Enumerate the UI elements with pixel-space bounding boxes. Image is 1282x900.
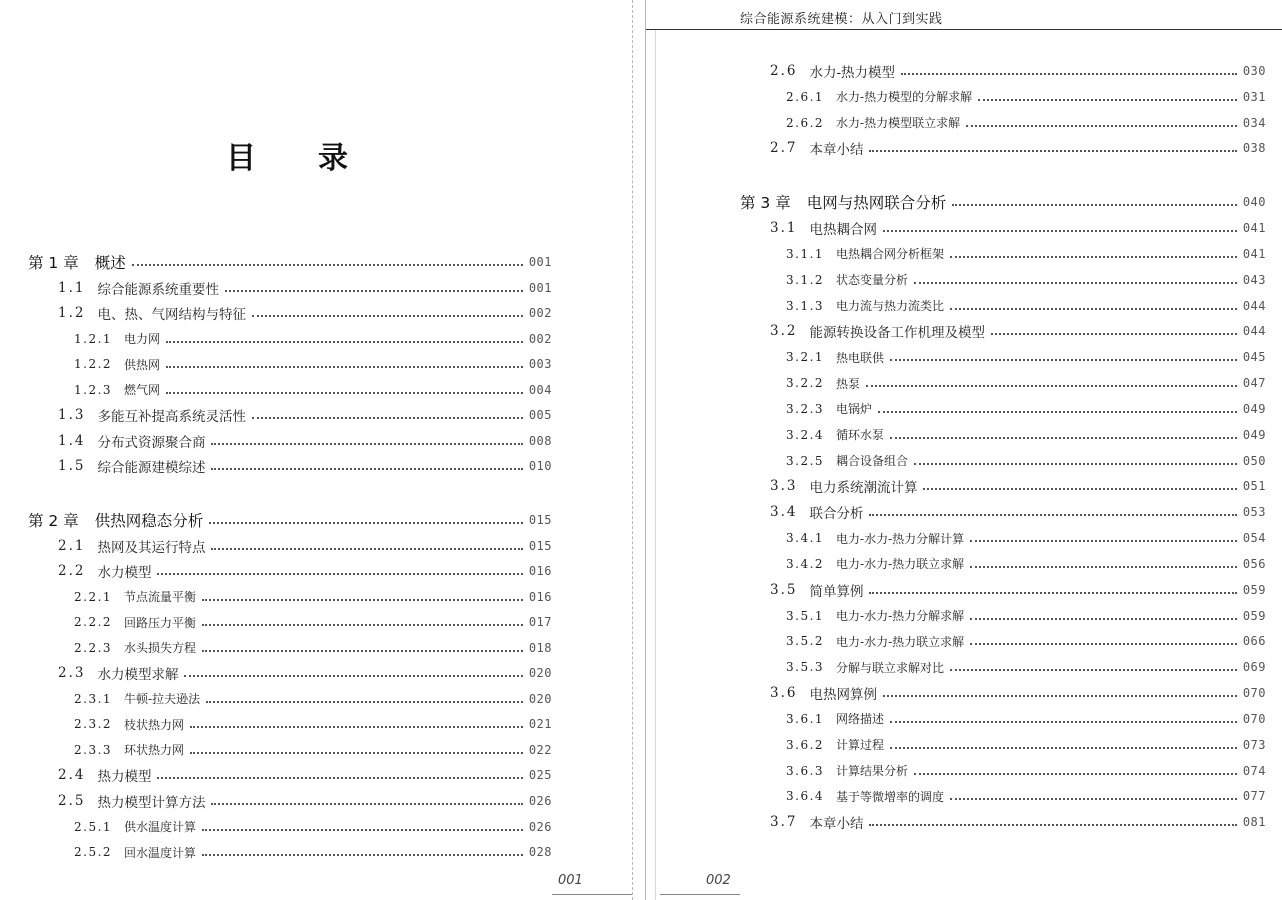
- toc-leader-dots: [966, 125, 1237, 127]
- toc-entry-page: 049: [1242, 401, 1266, 416]
- toc-entry-number: 2.6.1: [786, 89, 825, 104]
- toc-entry-number: 2.4: [58, 767, 86, 784]
- toc-entry-sub[interactable]: [74, 688, 552, 710]
- toc-entry-section[interactable]: [770, 217, 1266, 239]
- toc-leader-dots: [914, 463, 1237, 465]
- toc-entry-page: 047: [1242, 376, 1266, 391]
- toc-leader-dots: [202, 624, 523, 626]
- toc-entry-title: 电热耦合网分析框架: [836, 247, 945, 262]
- toc-leader-dots: [869, 824, 1236, 826]
- toc-leader-dots: [202, 599, 523, 601]
- folio-rule-right: [660, 894, 740, 895]
- toc-entry-title: 电力-水力-热力联立求解: [836, 634, 965, 649]
- toc-entry-sub[interactable]: [74, 841, 552, 863]
- toc-entry-page: 044: [1242, 324, 1266, 339]
- toc-entry-number: 2.3.1: [74, 691, 113, 706]
- toc-entry-section[interactable]: [770, 811, 1266, 833]
- toc-leader-dots: [166, 341, 523, 343]
- toc-leader-dots: [970, 540, 1237, 542]
- toc-entry-number: 2.2: [58, 563, 86, 580]
- toc-leader-dots: [883, 695, 1237, 697]
- toc-leader-dots: [923, 488, 1236, 490]
- toc-leader-dots: [890, 721, 1237, 723]
- toc-entry-page: 018: [528, 640, 552, 655]
- toc-entry-section[interactable]: [58, 560, 552, 582]
- toc-entry-page: 056: [1242, 556, 1266, 571]
- toc-entry-page: 041: [1242, 221, 1266, 236]
- toc-entry-page: 016: [528, 589, 552, 604]
- toc-entry-number: 第 3 章: [740, 194, 791, 213]
- toc-entry-title: 水力-热力模型: [809, 65, 896, 81]
- toc-entry-page: 069: [1242, 660, 1266, 675]
- toc-entry-number: 3.6.1: [786, 711, 825, 726]
- toc-entry-page: 004: [528, 382, 552, 397]
- toc-entry-page: 081: [1242, 815, 1266, 830]
- toc-entry-page: 051: [1242, 479, 1266, 494]
- toc-leader-dots: [157, 777, 522, 779]
- toc-entry-page: 038: [1242, 141, 1266, 156]
- toc-entry-page: 073: [1242, 737, 1266, 752]
- toc-entry-number: 1.2.1: [74, 331, 113, 346]
- toc-entry-number: 3.2.4: [786, 427, 825, 442]
- toc-entry-page: 031: [1242, 89, 1266, 104]
- toc-leader-dots: [206, 701, 523, 703]
- toc-leader-dots: [970, 566, 1237, 568]
- toc-entry-number: 1.2: [58, 305, 86, 322]
- toc-entry-page: 043: [1242, 272, 1266, 287]
- toc-entry-title: 循环水泵: [836, 428, 885, 443]
- toc-entry-page: 021: [528, 717, 552, 732]
- toc-entry-section[interactable]: [58, 790, 552, 812]
- toc-entry-page: 026: [528, 819, 552, 834]
- toc-entry-section[interactable]: [58, 302, 552, 324]
- toc-leader-dots: [978, 99, 1237, 101]
- toc-leader-dots: [869, 592, 1236, 594]
- right-page: [646, 0, 1282, 900]
- toc-entry-title: 计算过程: [836, 738, 885, 753]
- toc-entry-section[interactable]: [58, 277, 552, 299]
- toc-entry-title: 燃气网: [124, 383, 161, 398]
- toc-entry-sub[interactable]: [786, 424, 1266, 446]
- toc-entry-sub[interactable]: [786, 269, 1266, 291]
- toc-entry-title: 热网及其运行特点: [97, 539, 206, 556]
- toc-entry-title: 基于等微增率的调度: [836, 789, 945, 804]
- toc-entry-sub[interactable]: [786, 656, 1266, 678]
- toc-entry-section[interactable]: [770, 475, 1266, 497]
- toc-entry-title: 电、热、气网结构与特征: [97, 307, 246, 324]
- toc-entry-number: 3.2.1: [786, 350, 825, 365]
- toc-entry-sub[interactable]: [786, 553, 1266, 575]
- toc-entry-section[interactable]: [58, 455, 552, 477]
- toc-title: 目录: [226, 141, 410, 176]
- toc-entry-number: 3.5.2: [786, 634, 825, 649]
- toc-entry-page: 059: [1242, 582, 1266, 597]
- toc-entry-section[interactable]: [770, 682, 1266, 704]
- toc-entry-sub[interactable]: [74, 713, 552, 735]
- toc-entry-title: 电锅炉: [836, 402, 873, 417]
- toc-entry-number: 1.4: [58, 432, 86, 449]
- toc-entry-page: 074: [1242, 763, 1266, 778]
- toc-entry-page: 001: [528, 255, 552, 269]
- toc-entry-title: 牛顿-拉夫逊法: [124, 692, 201, 707]
- toc-entry-title: 热力模型计算方法: [97, 795, 206, 811]
- toc-entry-sub[interactable]: [786, 734, 1266, 756]
- toc-entry-number: 2.3.3: [74, 742, 113, 757]
- toc-leader-dots: [184, 675, 522, 677]
- toc-entry-title: 回路压力平衡: [124, 615, 197, 630]
- toc-entry-page: 053: [1242, 505, 1266, 520]
- toc-entry-page: 044: [1242, 298, 1266, 313]
- toc-entry-title: 分布式资源聚合商: [97, 434, 206, 451]
- toc-leader-dots: [950, 798, 1237, 800]
- toc-entry-sub[interactable]: [786, 785, 1266, 807]
- toc-leader-dots: [991, 333, 1237, 335]
- toc-entry-sub[interactable]: [74, 739, 552, 761]
- toc-leader-dots: [952, 204, 1237, 206]
- toc-leader-dots: [950, 308, 1237, 310]
- toc-leader-dots: [866, 385, 1237, 387]
- toc-entry-page: 034: [1242, 115, 1266, 130]
- toc-entry-title: 电力流与热力流类比: [836, 299, 945, 314]
- folio-right: 002: [706, 873, 731, 888]
- toc-entry-page: 054: [1242, 531, 1266, 546]
- toc-entry-chapter[interactable]: [28, 251, 552, 273]
- toc-entry-title: 供水温度计算: [124, 820, 197, 835]
- toc-entry-title: 能源转换设备工作机理及模型: [809, 325, 985, 342]
- folio-left: 001: [558, 873, 583, 888]
- toc-entry-sub[interactable]: [74, 586, 552, 608]
- toc-entry-number: 3.1.2: [786, 272, 825, 287]
- toc-entry-title: 电力-水力-热力联立求解: [836, 557, 965, 572]
- toc-entry-page: 066: [1242, 634, 1266, 649]
- toc-entry-title: 电力系统潮流计算: [809, 480, 918, 497]
- toc-leader-dots: [166, 392, 523, 394]
- toc-entry-title: 水力模型: [97, 565, 152, 582]
- toc-entry-number: 3.6.4: [786, 789, 825, 804]
- toc-entry-page: 050: [1242, 453, 1266, 468]
- toc-leader-dots: [890, 437, 1237, 439]
- toc-entry-title: 网络描述: [836, 712, 885, 727]
- toc-leader-dots: [869, 150, 1236, 152]
- toc-entry-title: 电力网: [124, 332, 161, 347]
- toc-leader-dots: [878, 411, 1237, 413]
- left-page: [0, 0, 632, 900]
- toc-entry-section[interactable]: [58, 404, 552, 426]
- toc-leader-dots: [914, 773, 1237, 775]
- toc-leader-dots: [901, 73, 1237, 75]
- toc-entry-title: 概述: [94, 254, 126, 272]
- toc-entry-number: 3.1.1: [786, 246, 825, 261]
- toc-entry-number: 3.5.3: [786, 660, 825, 675]
- toc-entry-number: 2.2.1: [74, 589, 113, 604]
- toc-entry-section[interactable]: [770, 320, 1266, 342]
- toc-entry-sub[interactable]: [786, 346, 1266, 368]
- toc-entry-page: 040: [1242, 195, 1266, 210]
- toc-entry-number: 3.2.2: [786, 376, 825, 391]
- toc-leader-dots: [166, 366, 523, 368]
- toc-entry-number: 3.4: [770, 504, 798, 521]
- toc-entry-number: 3.7: [770, 814, 798, 831]
- toc-leader-dots: [190, 726, 523, 728]
- toc-entry-title: 供热网: [124, 357, 161, 372]
- toc-entry-number: 3.3: [770, 478, 798, 495]
- toc-leader-dots: [950, 669, 1237, 671]
- toc-entry-title: 水头损失方程: [124, 641, 197, 656]
- toc-entry-page: 026: [528, 794, 552, 808]
- toc-entry-title: 多能互补提高系统灵活性: [97, 409, 246, 426]
- toc-leader-dots: [890, 359, 1237, 361]
- toc-entry-sub[interactable]: [74, 611, 552, 633]
- toc-entry-page: 001: [528, 280, 552, 295]
- toc-entry-section[interactable]: [770, 501, 1266, 523]
- toc-leader-dots: [211, 443, 522, 445]
- toc-entry-number: 2.3.2: [74, 717, 113, 732]
- toc-leader-dots: [211, 548, 522, 550]
- toc-entry-page: 002: [528, 331, 552, 346]
- toc-entry-page: 002: [528, 306, 552, 321]
- toc-entry-number: 2.6: [770, 63, 798, 79]
- toc-entry-number: 2.3: [58, 665, 86, 682]
- toc-entry-section[interactable]: [58, 764, 552, 786]
- toc-entry-page: 059: [1242, 608, 1266, 623]
- toc-entry-number: 1.3: [58, 407, 86, 424]
- toc-entry-title: 状态变量分析: [836, 273, 909, 288]
- toc-entry-sub[interactable]: [786, 605, 1266, 627]
- toc-entry-title: 简单算例: [809, 583, 864, 600]
- toc-entry-section[interactable]: [770, 60, 1266, 82]
- toc-entry-title: 水力-热力模型的分解求解: [836, 90, 973, 105]
- toc-leader-dots: [211, 803, 522, 805]
- toc-entry-title: 综合能源建模综述: [97, 460, 206, 477]
- toc-entry-number: 3.5: [770, 581, 798, 598]
- toc-entry-title: 热力模型: [97, 769, 152, 786]
- toc-entry-page: 030: [1242, 64, 1266, 78]
- toc-entry-title: 电力-水力-热力分解求解: [836, 609, 965, 624]
- toc-leader-dots: [890, 747, 1237, 749]
- toc-entry-page: 003: [528, 357, 552, 372]
- toc-entry-sub[interactable]: [786, 372, 1266, 394]
- running-head: 综合能源系统建模：从入门到实践: [740, 12, 943, 27]
- toc-entry-section[interactable]: [770, 579, 1266, 601]
- toc-leader-dots: [225, 290, 523, 292]
- toc-entry-number: 2.6.2: [786, 115, 825, 130]
- toc-entry-page: 020: [528, 691, 552, 706]
- toc-entry-sub[interactable]: [74, 353, 552, 375]
- toc-entry-number: 2.2.2: [74, 615, 113, 630]
- toc-leader-dots: [157, 573, 522, 575]
- toc-entry-page: 025: [528, 768, 552, 783]
- toc-leader-dots: [190, 752, 523, 754]
- toc-entry-page: 016: [528, 564, 552, 579]
- toc-leader-dots: [883, 230, 1237, 232]
- toc-entry-sub[interactable]: [74, 328, 552, 350]
- toc-entry-number: 3.2.5: [786, 453, 825, 468]
- toc-entry-section[interactable]: [58, 535, 552, 557]
- toc-entry-number: 2.7: [770, 140, 798, 157]
- toc-entry-number: 3.5.1: [786, 608, 825, 623]
- toc-entry-title: 分解与联立求解对比: [836, 660, 945, 675]
- toc-entry-page: 041: [1242, 246, 1266, 261]
- toc-entry-page: 020: [528, 666, 552, 681]
- toc-entry-title: 热电联供: [836, 350, 885, 365]
- toc-entry-title: 联合分析: [809, 506, 864, 523]
- toc-entry-title: 计算结果分析: [836, 764, 909, 779]
- toc-entry-number: 3.6.2: [786, 737, 825, 752]
- toc-entry-number: 2.5: [58, 793, 86, 809]
- toc-entry-page: 010: [528, 459, 552, 474]
- toc-leader-dots: [202, 854, 523, 856]
- toc-entry-chapter[interactable]: [740, 191, 1266, 213]
- toc-entry-number: 3.1.3: [786, 298, 825, 313]
- toc-entry-title: 环状热力网: [124, 743, 185, 758]
- toc-entry-number: 3.6: [770, 685, 798, 702]
- toc-entry-title: 回水温度计算: [124, 845, 197, 860]
- toc-entry-title: 电力-水力-热力分解计算: [836, 531, 965, 546]
- toc-entry-number: 3.1: [770, 220, 798, 237]
- toc-leader-dots: [970, 643, 1237, 645]
- toc-entry-title: 本章小结: [809, 816, 864, 833]
- toc-entry-number: 2.2.3: [74, 640, 113, 655]
- toc-entry-number: 3.2: [770, 323, 798, 340]
- toc-entry-sub[interactable]: [74, 816, 552, 838]
- toc-leader-dots: [970, 618, 1237, 620]
- toc-entry-section[interactable]: [58, 662, 552, 684]
- toc-entry-sub[interactable]: [786, 112, 1266, 134]
- toc-entry-sub[interactable]: [74, 637, 552, 659]
- toc-leader-dots: [132, 264, 523, 266]
- toc-entry-sub[interactable]: [786, 630, 1266, 652]
- toc-entry-sub[interactable]: [786, 243, 1266, 265]
- toc-entry-sub[interactable]: [786, 760, 1266, 782]
- toc-entry-title: 综合能源系统重要性: [97, 281, 219, 298]
- toc-leader-dots: [950, 256, 1237, 258]
- toc-entry-number: 1.2.3: [74, 382, 113, 397]
- toc-entry-sub[interactable]: [786, 708, 1266, 730]
- toc-entry-number: 2.5.1: [74, 819, 113, 834]
- toc-entry-chapter[interactable]: [28, 509, 552, 531]
- toc-entry-title: 热泵: [836, 376, 861, 391]
- toc-entry-page: 015: [528, 512, 552, 527]
- folio-rule-left: [552, 894, 632, 895]
- toc-entry-title: 水力-热力模型联立求解: [836, 116, 961, 131]
- toc-leader-dots: [211, 468, 522, 470]
- toc-entry-title: 耦合设备组合: [836, 454, 909, 469]
- toc-entry-title: 水力模型求解: [97, 667, 179, 684]
- toc-entry-number: 2.5.2: [74, 845, 113, 860]
- toc-entry-page: 077: [1242, 789, 1266, 804]
- toc-entry-number: 1.5: [58, 458, 86, 475]
- toc-entry-page: 070: [1242, 711, 1266, 726]
- toc-leader-dots: [252, 315, 523, 317]
- toc-entry-page: 017: [528, 615, 552, 630]
- toc-entry-title: 电热耦合网: [809, 222, 877, 239]
- toc-entry-page: 005: [528, 408, 552, 423]
- toc-leader-dots: [202, 829, 523, 831]
- toc-entry-number: 3.4.1: [786, 531, 825, 546]
- toc-entry-number: 3.2.3: [786, 401, 825, 416]
- toc-entry-section[interactable]: [770, 137, 1266, 159]
- toc-entry-number: 第 2 章: [28, 511, 79, 530]
- toc-entry-sub[interactable]: [786, 295, 1266, 317]
- header-rule: [646, 29, 1282, 30]
- toc-entry-section[interactable]: [58, 430, 552, 452]
- toc-entry-page: 045: [1242, 350, 1266, 365]
- toc-entry-page: 015: [528, 538, 552, 553]
- toc-entry-title: 枝状热力网: [124, 717, 185, 732]
- toc-entry-sub[interactable]: [786, 450, 1266, 472]
- toc-entry-number: 1.2.2: [74, 357, 113, 372]
- toc-entry-title: 电网与热网联合分析: [806, 194, 947, 213]
- toc-entry-number: 2.1: [58, 537, 86, 554]
- toc-entry-number: 第 1 章: [28, 254, 79, 272]
- toc-entry-sub[interactable]: [786, 398, 1266, 420]
- toc-entry-page: 070: [1242, 686, 1266, 701]
- toc-entry-sub[interactable]: [786, 86, 1266, 108]
- toc-entry-number: 3.6.3: [786, 763, 825, 778]
- toc-entry-title: 节点流量平衡: [124, 590, 197, 605]
- toc-leader-dots: [869, 514, 1236, 516]
- toc-entry-page: 022: [528, 742, 552, 757]
- toc-entry-sub[interactable]: [74, 379, 552, 401]
- toc-leader-dots: [209, 522, 523, 524]
- toc-entry-page: 008: [528, 433, 552, 448]
- toc-entry-page: 049: [1242, 427, 1266, 442]
- toc-entry-number: 3.4.2: [786, 556, 825, 571]
- toc-leader-dots: [914, 282, 1237, 284]
- toc-entry-title: 供热网稳态分析: [94, 511, 204, 530]
- toc-entry-number: 1.1: [58, 279, 86, 296]
- page-fold-divider: [632, 0, 633, 900]
- toc-entry-page: 028: [528, 845, 552, 860]
- toc-entry-title: 电热网算例: [809, 687, 877, 704]
- toc-leader-dots: [252, 417, 523, 419]
- toc-entry-sub[interactable]: [786, 527, 1266, 549]
- toc-entry-title: 本章小结: [809, 142, 864, 159]
- toc-leader-dots: [202, 650, 523, 652]
